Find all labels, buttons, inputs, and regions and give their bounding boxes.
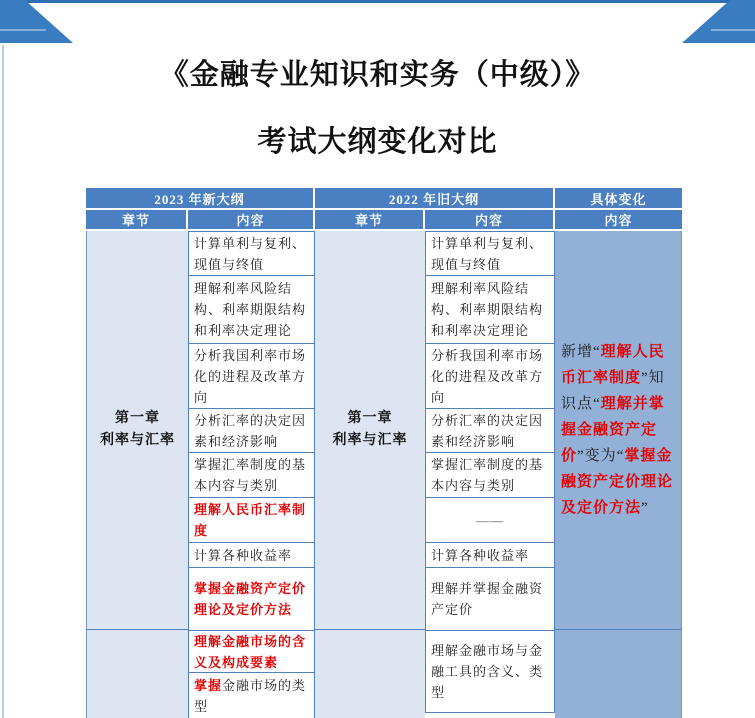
table-row: 掌握汇率制度的基本内容与类别 bbox=[189, 453, 314, 498]
table-body bbox=[86, 231, 682, 718]
table-row-new-item: 理解人民币汇率制度 bbox=[189, 498, 314, 543]
plain-text: “ bbox=[616, 448, 625, 464]
table-row: 计算单利与复利、现值与终值 bbox=[426, 232, 554, 276]
table-row: 分析我国利率市场化的进程及改革方向 bbox=[189, 344, 314, 409]
plain-text: 金融市场的类型 bbox=[194, 677, 307, 714]
header-2022: 2022 年旧大纲 bbox=[315, 188, 555, 208]
table-row: 理解利率风险结构、利率期限结构和利率决定理论 bbox=[426, 276, 554, 344]
chapter2-cell-2022 bbox=[315, 630, 425, 718]
highlight-text: 掌握 bbox=[194, 677, 223, 693]
change-description bbox=[561, 339, 677, 521]
chapter-cell-2023 bbox=[87, 231, 188, 630]
table-row: 理解利率风险结构、利率期限结构和利率决定理论 bbox=[189, 276, 314, 344]
highlight-text: 理解并掌握金融资产定价 bbox=[561, 396, 665, 464]
column-content-2023 bbox=[188, 231, 315, 718]
chapter-name: 第一章 bbox=[115, 411, 160, 426]
table-row: 计算各种收益率 bbox=[189, 543, 314, 568]
change-cell-chapter1 bbox=[555, 231, 681, 630]
chapter-name: 利率与汇率 bbox=[100, 433, 175, 448]
top-left-accent-line bbox=[0, 29, 46, 31]
table-row: 分析我国利率市场化的进程及改革方向 bbox=[426, 344, 554, 409]
chapter-name: 第一章 bbox=[347, 411, 393, 426]
top-right-corner-shape bbox=[682, 0, 755, 43]
syllabus-comparison-table bbox=[86, 188, 682, 718]
chapter-name: 利率与汇率 bbox=[332, 433, 408, 448]
table-row: 理解并掌握金融资产定价 bbox=[426, 568, 554, 631]
table-row: 分析汇率的决定因素和经济影响 bbox=[189, 409, 314, 453]
column-chapter-2022 bbox=[315, 231, 425, 718]
plain-text: 新增“ bbox=[561, 344, 601, 360]
column-chapter-2023 bbox=[86, 231, 188, 718]
subheader-content-change: 内容 bbox=[604, 213, 633, 228]
table-row: 计算单利与复利、现值与终值 bbox=[189, 232, 314, 276]
highlight-text: 掌握金融资产定价理论及定价方法 bbox=[561, 448, 674, 516]
table-row: 理解金融市场与金融工具的含义、类型 bbox=[426, 631, 554, 713]
subheader-chapter-2023: 章节 bbox=[86, 210, 188, 229]
plain-text: ” bbox=[641, 500, 649, 516]
subheader-content-2023: 内容 bbox=[188, 210, 315, 229]
table-row-changed-item: 掌握金融资产定价理论及定价方法 bbox=[189, 568, 314, 631]
page-title: 《金融专业知识和实务（中级）》 bbox=[159, 59, 596, 91]
header-change: 具体变化 bbox=[590, 191, 647, 207]
chapter-cell-2022 bbox=[315, 231, 425, 630]
top-border-line bbox=[20, 0, 747, 3]
top-left-corner-shape bbox=[0, 0, 73, 43]
page-subtitle: 考试大纲变化对比 bbox=[257, 126, 498, 158]
subheader-chapter-2022: 章节 bbox=[315, 210, 425, 229]
table-row: 分析汇率的决定因素和经济影响 bbox=[426, 409, 554, 453]
header-2023: 2023 年新大纲 bbox=[86, 188, 315, 208]
plain-text: ”变为 bbox=[577, 448, 617, 464]
plain-text: ”知识点 bbox=[561, 370, 665, 412]
change-cell-chapter2 bbox=[555, 630, 681, 718]
table-row-mixed bbox=[189, 673, 314, 718]
table-row: 计算各种收益率 bbox=[426, 543, 554, 568]
table-row-empty: —— bbox=[426, 498, 554, 543]
table-row-changed-item: 理解金融市场的含义及构成要素 bbox=[189, 631, 314, 673]
subheader-content-2022: 内容 bbox=[425, 210, 555, 229]
plain-text: “ bbox=[593, 396, 601, 412]
top-right-accent-line bbox=[711, 29, 755, 31]
highlight-text: 理解人民币汇率制度 bbox=[561, 344, 665, 386]
table-row: 掌握汇率制度的基本内容与类别 bbox=[426, 453, 554, 498]
table-header bbox=[86, 188, 682, 231]
column-content-2022 bbox=[425, 231, 555, 718]
chapter2-cell-2023 bbox=[87, 630, 188, 718]
column-specific-change bbox=[555, 231, 682, 718]
